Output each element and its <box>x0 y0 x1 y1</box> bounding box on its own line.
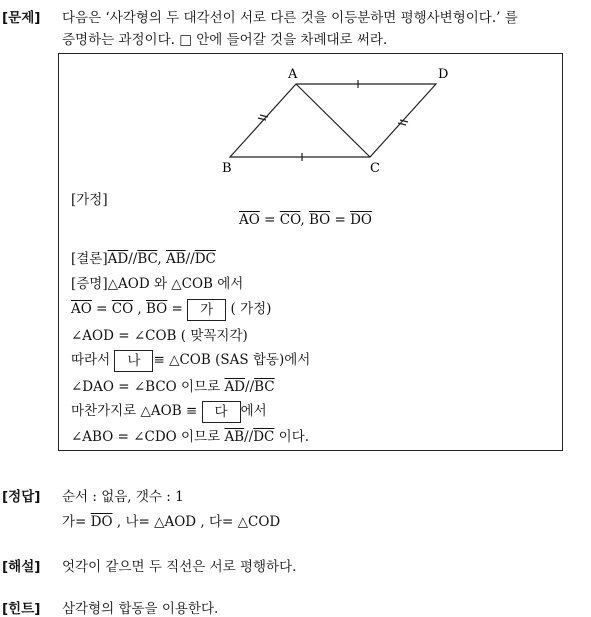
hint-tag: [힌트] <box>2 601 41 617</box>
proof-line-1: $\overline{AO} = \overline{CO}$ , $\overline{BO}$ = 가 ( 가정) <box>71 297 271 321</box>
blank-da: 다 <box>202 401 241 423</box>
explain-text: 엇각이 같으면 두 직선은 서로 평행하다. <box>62 559 297 575</box>
answer-line-2: 가= $\overline{DO}$ , 나= △AOD , 다= △COD <box>62 514 281 530</box>
label-a: A <box>288 67 298 82</box>
label-b: B <box>222 161 232 176</box>
explain-tag: [해설] <box>2 559 41 575</box>
label-c: C <box>370 161 380 176</box>
assume-label: [가정] <box>71 192 108 208</box>
blank-na: 나 <box>114 350 153 372</box>
proof-line-6: ∠ABO = ∠CDO 이므로 $\overline{AB}//\overline{DC}$ 이다. <box>71 429 310 445</box>
proof-line-4: ∠DAO = ∠BCO 이므로 $\overline{AD}//\overline{BC}$ <box>71 379 275 395</box>
diagonal-ac <box>296 84 370 157</box>
proof-line-5: 마찬가지로 △AOB ≡ 다 에서 <box>71 399 267 423</box>
proof-line-3: 따라서 나 ≡ △COB (SAS 합동)에서 <box>71 348 310 372</box>
problem-line-1: 다음은 ‘사각형의 두 대각선이 서로 다른 것을 이등분하면 평행사변형이다.’ 를 <box>62 10 518 26</box>
answer-tag: [정답] <box>2 489 41 505</box>
proof-line-2: ∠AOD = ∠COB ( 맞꼭지각) <box>71 328 248 344</box>
conclusion-line: [결론]$\overline{AD}//\overline{BC}$, $\overline{AB}//\overline{DC}$ <box>71 251 216 267</box>
proof-intro-line: [증명]△AOD 와 △COB 에서 <box>71 276 244 292</box>
assume-equation: $\overline{AO} = \overline{CO}$, $\overline{BO} = \overline{DO}$ <box>239 212 372 228</box>
label-d: D <box>438 67 449 82</box>
problem-tag: [문제] <box>2 10 41 26</box>
answer-line-1: 순서 : 없음, 갯수 : 1 <box>62 489 184 505</box>
problem-line-2: 증명하는 과정이다. □ 안에 들어갈 것을 차례대로 써라. <box>62 32 388 48</box>
blank-ga: 가 <box>187 299 226 321</box>
hint-text: 삼각형의 합동을 이용한다. <box>62 601 219 617</box>
parallelogram-figure <box>222 58 462 178</box>
proof-box <box>58 53 563 451</box>
